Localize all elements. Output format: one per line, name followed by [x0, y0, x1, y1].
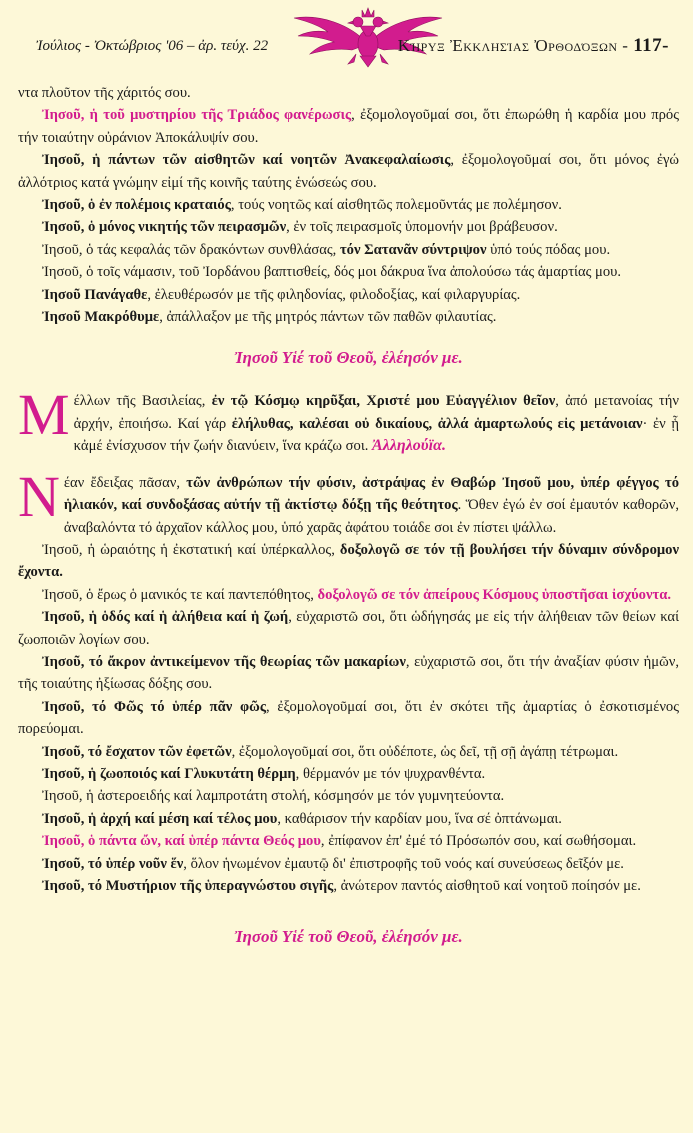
- paragraph: Ἰησοῦ, ἡ ὁδός καί ἡ ἀλήθεια καί ἡ ζωή, εὐχαριστῶ σοι, ὅτι ὡδήγησάς με εἰς τήν ἀλήθειαν τῶν θείων καί ζωοποιῶν λογίων σου.: [18, 609, 680, 648]
- paragraph: Ἰησοῦ, ὁ ἔρως ὁ μανικός τε καί παντεπόθητος, δοξολογῶ σε τόν ἀπείρους Κόσμους ὑποστῆσαι ἰσχύοντα.: [42, 586, 672, 603]
- paragraph: Ἰησοῦ, ἡ πάντων τῶν αἰσθητῶν καί νοητῶν Ἀνακεφαλαίωσις, ἐξομολογοῦμαί σοι, ὅτι μόνος ἐγώ ἀλλότριος κατά γνώμην εἰμί τῆς κοινῆς ταύτης ἑνώσεώς σου.: [18, 152, 679, 191]
- paragraph: Ἰησοῦ, ἡ ἀστεροειδής καί λαμπροτάτη στολή, κόσμησόν με τόν γυμνητεύοντα.: [42, 788, 505, 805]
- paragraph: Ἰησοῦ, ἡ ὡραιότης ἡ ἐκστατική καί ὑπέρκαλλος, δοξολογῶ σε τόν τῇ βουλήσει τήν δύναμιν σύνδρομον ἔχοντα.: [18, 541, 680, 581]
- page-number: 117-: [633, 35, 669, 56]
- paragraph: Ἰησοῦ, ὁ ἐν πολέμοις κραταιός, τούς νοητῶς καί αἰσθητῶς πολεμοῦντάς με πολέμησον.: [42, 197, 562, 214]
- paragraph: Ἰησοῦ Πανάγαθε, ἐλευθέρωσόν με τῆς φιληδονίας, φιλοδοξίας, καί φιλαργυρίας.: [42, 286, 521, 303]
- article-body: [18, 82, 679, 969]
- issue-info: Ἰούλιος - Ὀκτώβριος '06 – ἀρ. τεύχ. 22: [36, 38, 269, 54]
- paragraph: Ἰησοῦ, ἡ ζωοποιός καί Γλυκυτάτη θέρμη, θέρμανόν με τόν ψυχρανθέντα.: [42, 765, 486, 782]
- refrain-heading: Ἰησοῦ Υἱέ τοῦ Θεοῦ, ἐλέησόν με.: [234, 348, 463, 368]
- paragraph: Ἰησοῦ Μακρόθυμε, ἀπάλλαξον με τῆς μητρός πάντων τῶν παθῶν φιλαυτίας.: [42, 309, 497, 326]
- journal-title: [398, 35, 669, 57]
- alleluia: Ἀλληλούϊα.: [372, 437, 446, 455]
- paragraph: Ἰησοῦ, τό ἔσχατον τῶν ἐφετῶν, ἐξομολογοῦμαί σοι, ὅτι οὐδέποτε, ὡς δεῖ, τῇ σῇ ἀγάπῃ τέτρωμαι.: [42, 743, 619, 760]
- drop-cap: Μ: [18, 382, 70, 448]
- paragraph: Νέαν ἔδειξας πᾶσαν, τῶν ἀνθρώπων τήν φύσιν, ἀστράψας ἐν Θαβώρ Ἰησοῦ μου, ὑπέρ φέγγος τό ἡλιακόν, καί συνδοξάσας αὐτήν τῇ ἀκτίστῳ δόξῃ τῆς θεότητος. Ὅθεν ἐγώ ἐν σοί ἐμαυτόν καθορῶν, ἀναβαλόντα τό ἀρχαῖον κάλλος μου, ὑπό χαρᾶς ἀφάτου τοιάδε σοι ἐν πίστει ψάλλω.: [18, 463, 679, 536]
- paragraph: Ἰησοῦ, ἡ τοῦ μυστηρίου τῆς Τριάδος φανέρωσις, ἐξομολογοῦμαί σοι, ὅτι ἐπωρώθη ἡ καρδία μου πρός τήν τοιαύτην οὐράνιον Ἀποκάλυψίν σου.: [18, 107, 679, 146]
- paragraph: ντα πλοῦτον τῆς χάριτός σου.: [18, 85, 191, 101]
- paragraph: Ἰησοῦ, ὁ τοῖς νάμασιν, τοῦ Ἰορδάνου βαπτισθείς, δός μοι δάκρυα ἵνα ἀπολούσω τάς ἁμαρτίας μου.: [42, 264, 622, 281]
- paragraph: Ἰησοῦ, ὁ τάς κεφαλάς τῶν δρακόντων συνθλάσας, τόν Σατανᾶν σύντριψον ὑπό τούς πόδας μου.: [42, 241, 611, 258]
- paragraph: Ἰησοῦ, ὁ πάντα ὤν, καί ὑπέρ πάντα Θεός μου, ἐπίφανον ἐπ' ἐμέ τό Πρόσωπόν σου, καί σωθήσομαι.: [42, 833, 637, 850]
- paragraph: Ἰησοῦ, τό ἄκρον ἀντικείμενον τῆς θεωρίας τῶν μακαρίων, εὐχαριστῶ σοι, ὅτι τήν ἀναξίαν φύσιν ἡμῶν, τῆς τοιαύτης ἠξίωσας δόξης σου.: [18, 653, 679, 693]
- drop-cap: Ν: [18, 463, 60, 529]
- journal-name: Κήρυξ Ἐκκλησίας Ὀρθοδόξων -: [397, 36, 629, 55]
- paragraph: Ἰησοῦ, ἡ ἀρχή καί μέση καί τέλος μου, καθάρισον τήν καρδίαν μου, ἵνα σέ ὀπτάνωμαι.: [42, 810, 562, 827]
- page-header: [18, 0, 679, 74]
- paragraph: Ἰησοῦ, τό Μυστήριον τῆς ὑπεραγνώστου σιγῆς, ἀνώτερον παντός αἰσθητοῦ καί νοητοῦ ποίησόν με.: [42, 878, 641, 894]
- paragraph: Ἰησοῦ, τό ὑπέρ νοῦν ἕν, ὅλον ἡνωμένον ἐμαυτῷ δι' ἐπιστροφῆς τοῦ νοός καί συνεύσεως δεῖξόν με.: [42, 855, 624, 872]
- paragraph: Ἰησοῦ, τό Φῶς τό ὑπέρ πᾶν φῶς, ἐξομολογοῦμαί σοι, ὅτι ἐν σκότει τῆς ἁμαρτίας ὁ ἐσκοτισμένος πορεύομαι.: [18, 698, 680, 738]
- refrain-heading: Ἰησοῦ Υἱέ τοῦ Θεοῦ, ἐλέησόν με.: [234, 927, 463, 947]
- paragraph: Ἰησοῦ, ὁ μόνος νικητής τῶν πειρασμῶν, ἐν τοῖς πειρασμοῖς ὑπομονήν μοι βράβευσον.: [42, 219, 558, 236]
- paragraph: Μέλλων τῆς Βασιλείας, ἐν τῷ Κόσμῳ κηρῦξαι, Χριστέ μου Εὐαγγέλιον θεῖον, ἀπό μετανοίας τήν ἀρχήν, ἐποιήσω. Καί γάρ ἐλήλυθας, καλέσαι οὐ δικαίους, ἀλλά ἁμαρτωλούς εἰς μετάνοιαν· ἐν ᾗ κἀμέ ἐνίσχυσον τήν ζωήν διανύειν, ἵνα κράζω σοι. Ἀλληλούϊα.: [18, 382, 679, 455]
